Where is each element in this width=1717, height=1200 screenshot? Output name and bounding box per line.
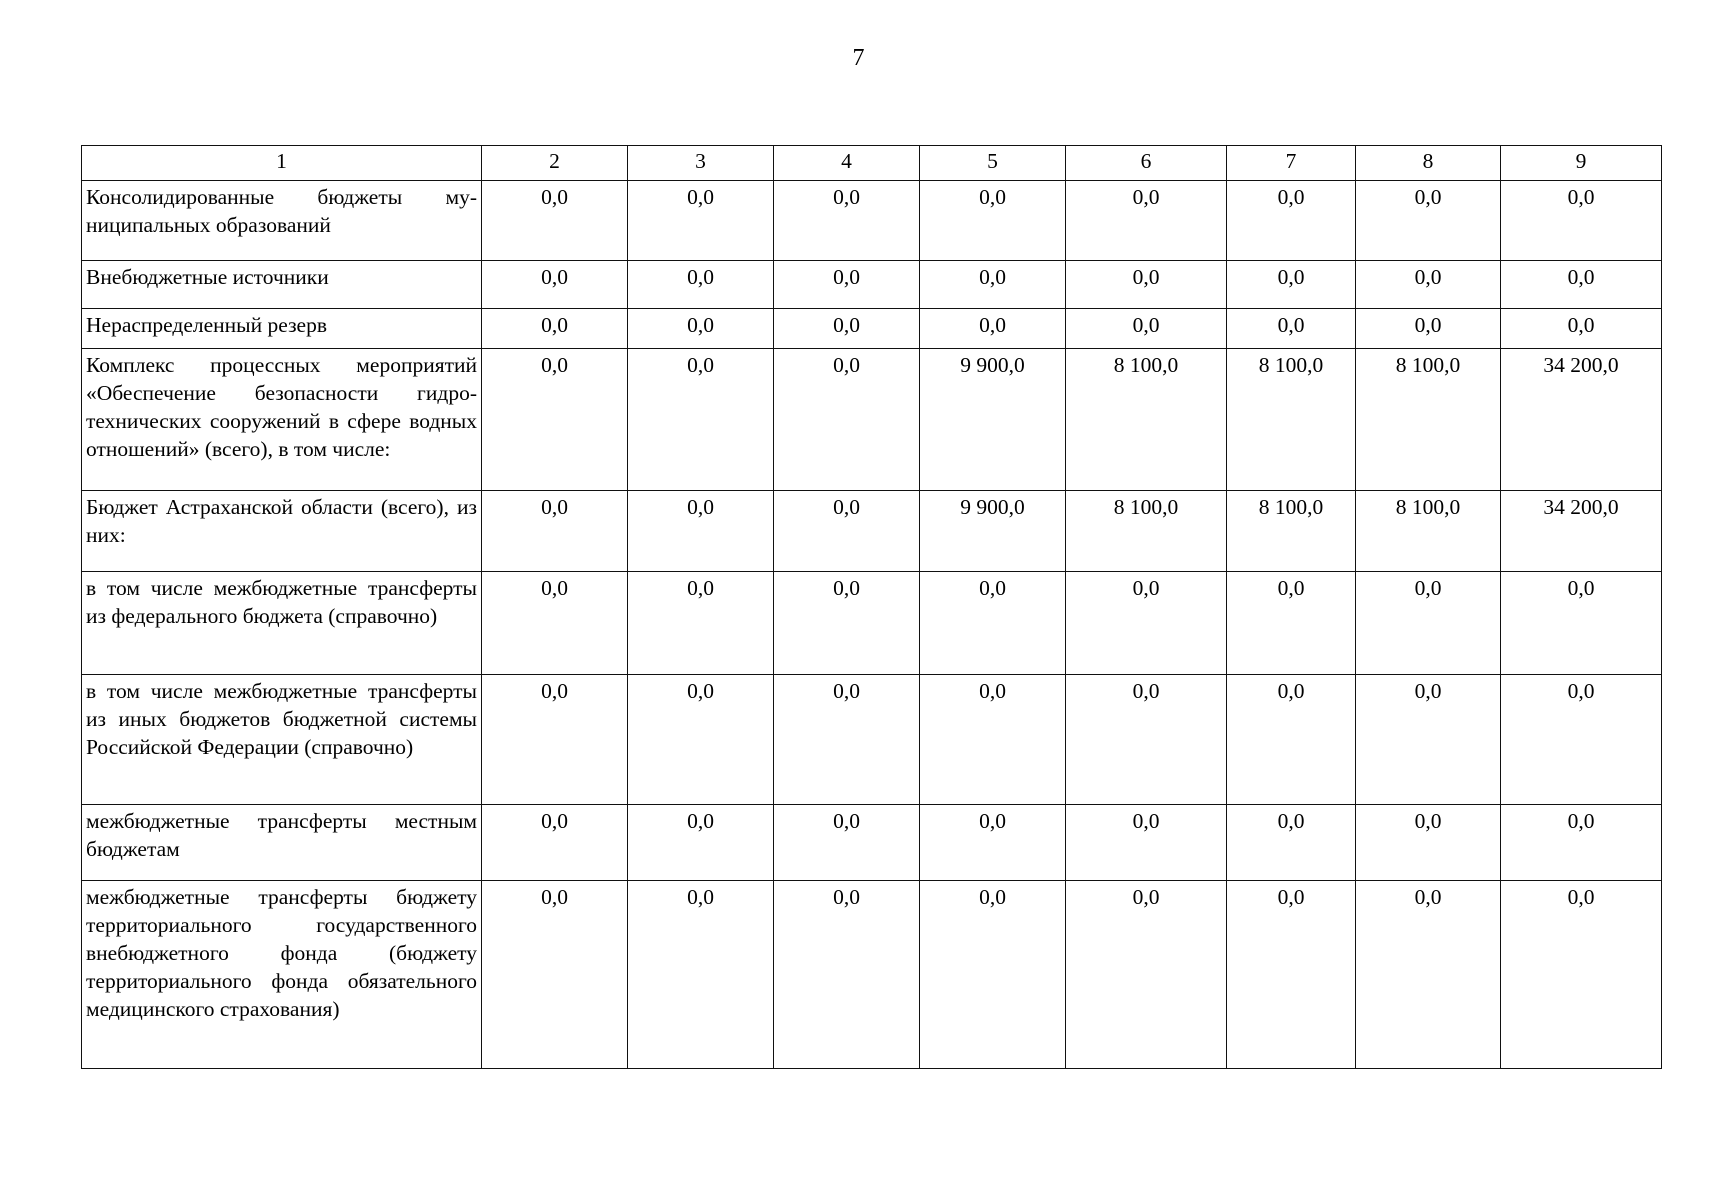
table-cell: 0,0 [1227,309,1356,349]
table-cell: 0,0 [628,881,774,1069]
column-header-3: 3 [628,146,774,181]
table-cell: 0,0 [774,675,920,805]
table-cell: 0,0 [1501,881,1662,1069]
row-label: Бюджет Астраханской области (всего), из них: [82,491,482,572]
page-number: 7 [852,45,865,71]
table-cell: 0,0 [1227,881,1356,1069]
row-label: межбюджетные трансферты бюджету территориального государственного внебюджетного фонда (бюджету территориального фонда обязательного медицинского страхования) [82,881,482,1069]
table-cell: 0,0 [1501,805,1662,881]
table-cell: 34 200,0 [1501,349,1662,491]
row-label: Нераспределенный резерв [82,309,482,349]
table-cell: 0,0 [1356,309,1501,349]
table-cell: 0,0 [628,349,774,491]
table-cell: 0,0 [1501,572,1662,675]
table-cell: 0,0 [482,881,628,1069]
table-cell: 0,0 [1227,261,1356,309]
table-cell: 0,0 [1066,572,1227,675]
table-cell: 0,0 [1066,309,1227,349]
table-row [82,881,1662,1069]
table-cell: 8 100,0 [1356,349,1501,491]
table-cell: 0,0 [1501,181,1662,261]
table-cell: 0,0 [920,805,1066,881]
column-header-4: 4 [774,146,920,181]
row-label: межбюджетные трансферты местным бюджетам [82,805,482,881]
table-cell: 34 200,0 [1501,491,1662,572]
budget-table [81,145,1662,1069]
table-cell: 0,0 [1227,181,1356,261]
table-row [82,349,1662,491]
table-cell: 0,0 [774,349,920,491]
column-header-9: 9 [1501,146,1662,181]
table-cell: 0,0 [628,491,774,572]
table-cell: 0,0 [920,881,1066,1069]
table-cell: 0,0 [1501,675,1662,805]
table-cell: 0,0 [1356,805,1501,881]
table-cell: 0,0 [1066,805,1227,881]
table-cell: 0,0 [628,309,774,349]
row-label: Комплекс процессных мероприятий «Обеспечение безопасности гидротехнических сооружений в сфере водных отношений» (всего), в том числе: [82,349,482,491]
table-cell: 0,0 [1356,181,1501,261]
table-cell: 0,0 [628,675,774,805]
table-cell: 0,0 [1356,572,1501,675]
column-header-7: 7 [1227,146,1356,181]
table-row [82,491,1662,572]
table-cell: 0,0 [1227,675,1356,805]
table-cell: 0,0 [482,349,628,491]
table-cell: 0,0 [628,805,774,881]
table-cell: 0,0 [774,309,920,349]
table-cell: 0,0 [482,309,628,349]
table-cell: 0,0 [1066,261,1227,309]
table-cell: 8 100,0 [1066,491,1227,572]
table-cell: 0,0 [1066,675,1227,805]
table-row [82,572,1662,675]
table-cell: 0,0 [774,261,920,309]
table-cell: 0,0 [920,309,1066,349]
table-cell: 0,0 [1356,881,1501,1069]
table-cell: 9 900,0 [920,491,1066,572]
table-cell: 0,0 [1501,309,1662,349]
row-label: Внебюджетные источники [82,261,482,309]
table-cell: 0,0 [1227,805,1356,881]
table-cell: 0,0 [1356,675,1501,805]
table-cell: 0,0 [482,261,628,309]
table-row [82,309,1662,349]
table-row [82,675,1662,805]
column-header-6: 6 [1066,146,1227,181]
row-label: Консолидированные бюджеты муниципальных образований [82,181,482,261]
table-cell: 0,0 [1501,261,1662,309]
table-cell: 8 100,0 [1227,491,1356,572]
table-cell: 0,0 [774,572,920,675]
table-cell: 0,0 [482,181,628,261]
table-cell: 0,0 [920,572,1066,675]
table-cell: 0,0 [920,181,1066,261]
table-cell: 0,0 [628,572,774,675]
table-cell: 0,0 [482,572,628,675]
table-cell: 0,0 [1066,181,1227,261]
column-header-2: 2 [482,146,628,181]
table-cell: 8 100,0 [1066,349,1227,491]
table-cell: 0,0 [628,261,774,309]
column-header-8: 8 [1356,146,1501,181]
row-label: в том числе межбюджетные трансферты из иных бюджетов бюджетной системы Российской Федерации (справочно) [82,675,482,805]
table-cell: 0,0 [482,805,628,881]
table-cell: 0,0 [482,675,628,805]
table-cell: 8 100,0 [1356,491,1501,572]
table-cell: 0,0 [1066,881,1227,1069]
table-cell: 0,0 [774,181,920,261]
table-cell: 9 900,0 [920,349,1066,491]
column-header-5: 5 [920,146,1066,181]
table-cell: 0,0 [628,181,774,261]
table-row [82,805,1662,881]
table-cell: 0,0 [774,805,920,881]
table-row [82,181,1662,261]
table-cell: 8 100,0 [1227,349,1356,491]
table-cell: 0,0 [920,261,1066,309]
table-cell: 0,0 [920,675,1066,805]
row-label: в том числе межбюджетные трансферты из федерального бюджета (справочно) [82,572,482,675]
table-cell: 0,0 [1356,261,1501,309]
table-cell: 0,0 [774,881,920,1069]
table-cell: 0,0 [482,491,628,572]
table-cell: 0,0 [1227,572,1356,675]
table-row [82,261,1662,309]
table-cell: 0,0 [774,491,920,572]
header-row [82,146,1662,181]
column-header-1: 1 [82,146,482,181]
